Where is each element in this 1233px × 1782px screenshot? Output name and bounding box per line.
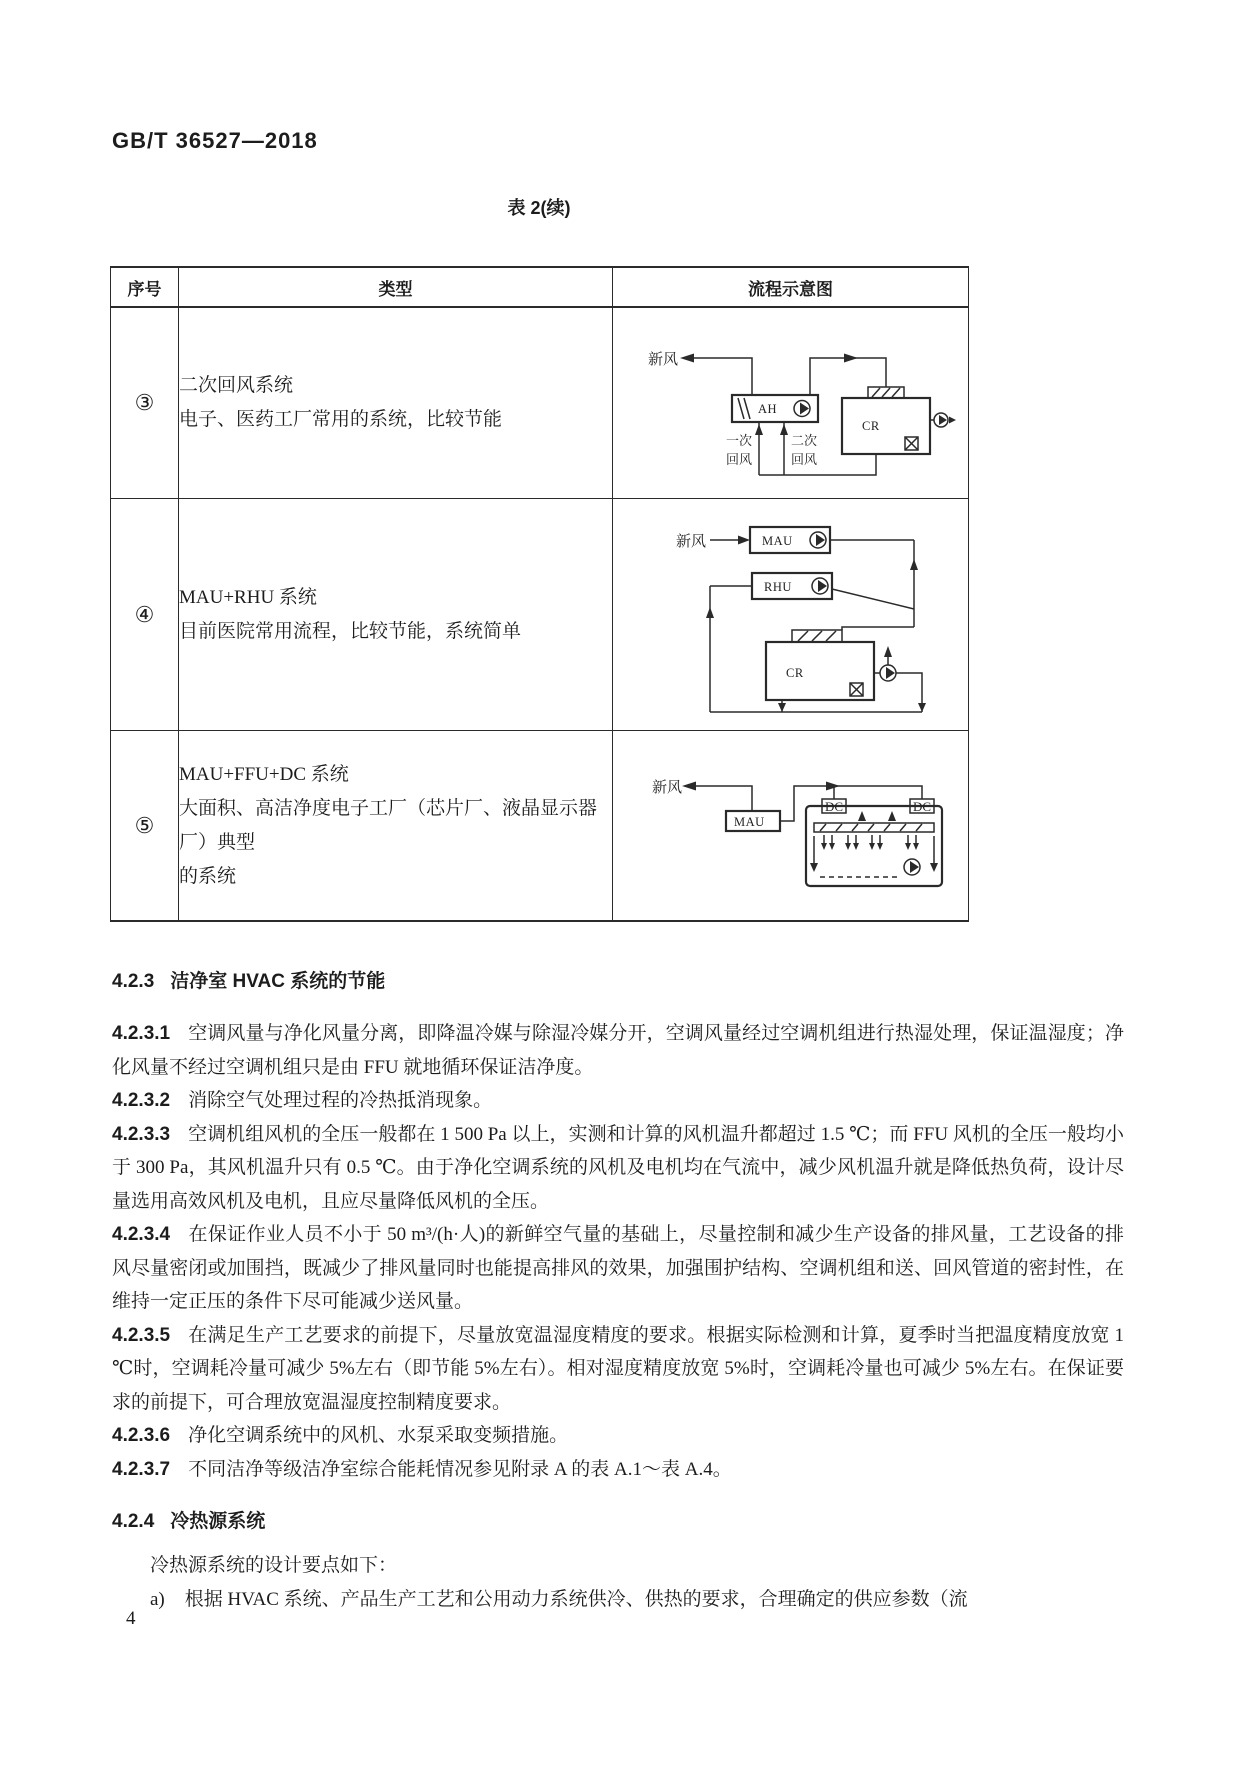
sidewall-return-ducts <box>810 836 938 872</box>
system-type-cell <box>179 731 613 922</box>
section-number: 4.2.3 <box>112 971 155 992</box>
section-intro: 冷热源系统的设计要点如下： <box>150 1555 398 1576</box>
table-row-mau-ffu-dc <box>111 731 969 922</box>
system-name: 二次回风系统 <box>179 375 294 396</box>
system-name: MAU+FFU+DC 系统 <box>179 763 349 785</box>
secondary-return-diagram <box>624 317 958 489</box>
page-number: 4 <box>126 1608 136 1629</box>
section-heading-4-2-4 <box>112 1506 1124 1533</box>
clause-4-2-3-4 <box>112 1218 1124 1319</box>
clause-text: 不同洁净等级洁净室综合能耗情况参见附录 A 的表 A.1～表 A.4。 <box>188 1458 732 1480</box>
fresh-air-duct <box>648 351 752 395</box>
cleanroom-box <box>842 398 930 454</box>
hvac-systems-table <box>110 266 969 922</box>
dc-right-label: DC <box>912 798 931 814</box>
fresh-air-label: 新风 <box>675 533 706 550</box>
table-header-row <box>111 267 969 307</box>
clause-text: 消除空气处理过程的冷热抵消现象。 <box>188 1090 493 1111</box>
fresh-air-label: 新风 <box>647 352 678 368</box>
recirculation-duct <box>706 586 752 712</box>
mau-label: MAU <box>761 533 793 548</box>
col-header-diagram: 流程示意图 <box>613 267 969 307</box>
clause-4-2-3-1 <box>112 1017 1124 1084</box>
fresh-air-duct <box>676 533 750 550</box>
cleanroom-label: CR <box>861 419 880 433</box>
mau-rhu-diagram <box>626 509 956 721</box>
clause-number: 4.2.3.3 <box>112 1123 171 1145</box>
system-description: 电子、医药工厂常用的系统，比较节能 <box>179 409 503 430</box>
body-text <box>112 966 1124 1616</box>
clause-number: 4.2.3.6 <box>112 1425 171 1446</box>
row-number: ⑤ <box>111 731 179 922</box>
row-number: ③ <box>111 307 179 499</box>
section-number: 4.2.4 <box>112 1511 155 1532</box>
mau-box <box>750 527 830 553</box>
clause-text: 空调风量与净化风量分离，即降温冷媒与除湿冷媒分开，空调风量经过空调机组进行热湿处理，保证温湿度；净化风量不经过空调机组只是由 FFU 就地循环保证洁净度。 <box>112 1023 1124 1078</box>
fresh-air-label: 新风 <box>651 779 682 796</box>
clause-number: 4.2.3.2 <box>112 1090 171 1111</box>
mau-box <box>726 811 780 831</box>
flow-diagram-cell <box>613 731 969 922</box>
clause-text: 空调机组风机的全压一般都在 1 500 Pa 以上，实测和计算的风机温升都超过 1.5 ℃；而 FFU 风机的全压一般均小于 300 Pa，其风机温升只有 0.5 ℃。由于净化空调系统的风机及电机均在气流中，减少风机温升就是降低热负荷，设计尽量选用高效风机及电机，且应尽量降低风机的全压。 <box>112 1123 1124 1212</box>
fan-icon <box>812 578 828 594</box>
standard-number: GB/T 36527—2018 <box>112 128 318 153</box>
dry-coil-right <box>910 799 934 814</box>
clause-number: 4.2.3.7 <box>112 1458 171 1480</box>
return-air-ducts <box>726 422 817 475</box>
ffu-filter-strip <box>814 811 934 832</box>
system-type-cell <box>179 307 613 499</box>
clause-text: 在满足生产工艺要求的前提下，尽量放宽温湿度精度的要求。根据实际检测和计算，夏季时当把温度精度放宽 1 ℃时，空调耗冷量可减少 5%左右（即节能 5%左右）。相对湿度精度放宽 5%时，空调耗冷量也可减少 5%左右。在保证要求的前提下，可合理放宽温湿度控制精度要求。 <box>112 1324 1124 1413</box>
ahu-label: AH <box>757 402 777 416</box>
return-loop-duct <box>759 454 876 475</box>
table-2-section <box>110 194 968 922</box>
downflow-arrows <box>821 835 919 850</box>
damper-icon <box>905 437 918 450</box>
section-title: 冷热源系统 <box>170 1511 266 1532</box>
clause-number: 4.2.3.4 <box>112 1224 171 1245</box>
rhu-label: RHU <box>763 579 792 594</box>
ahu-box <box>732 395 818 422</box>
row-number: ④ <box>111 499 179 731</box>
filter-icon <box>792 630 842 642</box>
rhu-box <box>752 573 832 599</box>
supply-duct <box>810 354 886 396</box>
flow-diagram-cell <box>613 307 969 499</box>
exhaust-fan-icon <box>930 413 956 427</box>
mau-ffu-dc-diagram <box>626 751 956 901</box>
clause-4-2-3-3 <box>112 1118 1124 1219</box>
supply-duct <box>780 781 922 821</box>
fan-icon <box>794 401 810 417</box>
clause-number: 4.2.3.1 <box>112 1023 171 1044</box>
clause-number: 4.2.3.5 <box>112 1324 171 1346</box>
system-type-cell <box>179 499 613 731</box>
filter-icon <box>868 387 904 398</box>
damper-icon <box>850 683 863 696</box>
system-description: 大面积、高洁净度电子工厂（芯片厂、液晶显示器厂）典型 <box>179 797 598 853</box>
mau-label: MAU <box>733 814 765 829</box>
clause-text: 净化空调系统中的风机、水泵采取变频措施。 <box>188 1425 569 1446</box>
col-header-no: 序号 <box>111 267 179 307</box>
clause-4-2-3-5 <box>112 1319 1124 1420</box>
system-description-cont: 的系统 <box>179 865 237 887</box>
list-item-a <box>112 1583 1124 1617</box>
system-name: MAU+RHU 系统 <box>179 586 317 608</box>
primary-return-label-2: 回风 <box>725 452 752 467</box>
system-description: 目前医院常用流程，比较节能，系统简单 <box>179 620 522 642</box>
dc-left-label: DC <box>824 798 843 814</box>
list-item-label: a) <box>150 1588 165 1610</box>
cleanroom-label: CR <box>785 665 804 680</box>
table-row-mau-rhu <box>111 499 969 731</box>
mixing-duct <box>830 540 918 630</box>
fan-icon <box>904 859 920 875</box>
clause-4-2-3-7 <box>112 1453 1124 1487</box>
fresh-air-duct <box>652 779 752 811</box>
list-item-text: 根据 HVAC 系统、产品生产工艺和公用动力系统供冷、供热的要求，合理确定的供应参数（流 <box>184 1588 968 1610</box>
section-title: 洁净室 HVAC 系统的节能 <box>170 971 386 992</box>
dry-coil-left <box>822 799 846 814</box>
cleanroom-box <box>806 806 942 886</box>
fan-icon <box>810 532 826 548</box>
exhaust-fan-icon <box>874 646 896 681</box>
secondary-return-label-2: 回风 <box>790 452 817 467</box>
clause-4-2-3-6 <box>112 1419 1124 1453</box>
flow-diagram-cell <box>613 499 969 731</box>
cleanroom-box <box>766 642 874 700</box>
primary-return-label-1: 一次 <box>725 433 752 448</box>
section-heading-4-2-3 <box>112 966 1124 993</box>
table-row-secondary-return <box>111 307 969 499</box>
table-title: 表 2(续) <box>507 198 571 218</box>
clause-text: 在保证作业人员不小于 50 m³/(h·人)的新鲜空气量的基础上，尽量控制和减少生产设备的排风量，工艺设备的排风尽量密闭或加围挡，既减少了排风量同时也能提高排风的效果，加强围护结构、空调机组和送、回风管道的密封性，在维持一定正压的条件下尽可能减少送风量。 <box>112 1224 1124 1312</box>
clause-4-2-3-2 <box>112 1084 1124 1118</box>
col-header-type: 类型 <box>179 267 613 307</box>
secondary-return-label-1: 二次 <box>790 433 817 448</box>
